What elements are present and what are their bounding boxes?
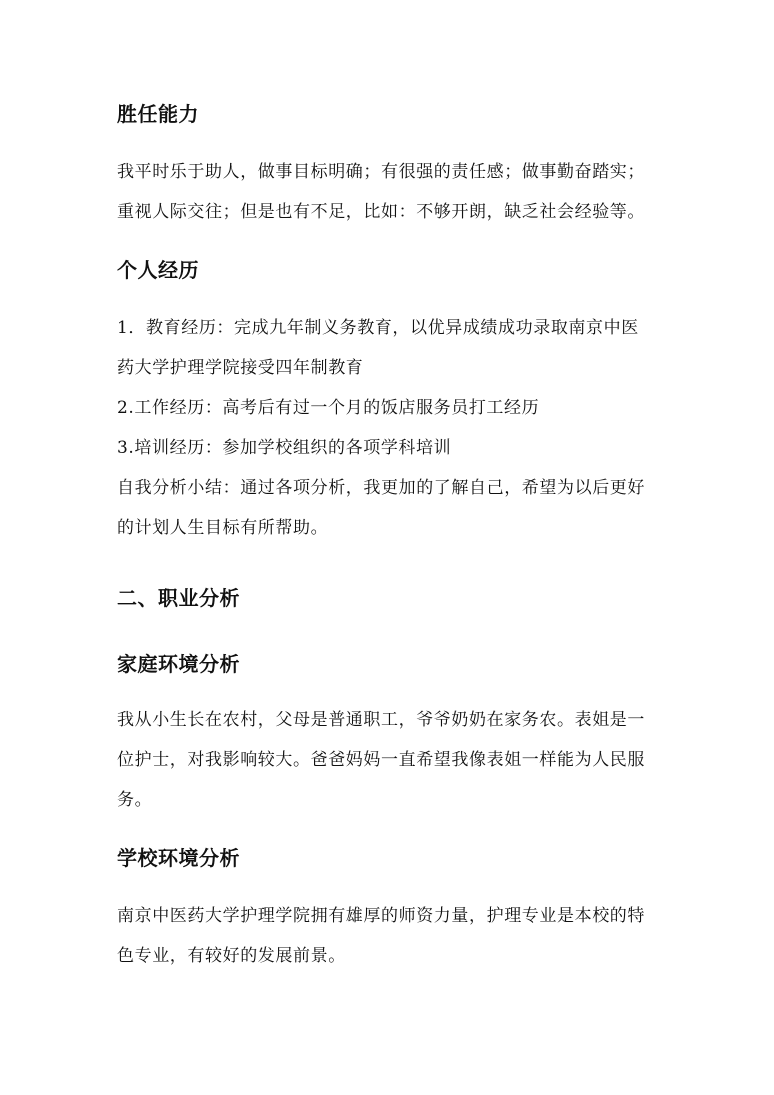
paragraph-line: 务。 bbox=[117, 790, 153, 810]
section-heading-family: 家庭环境分析 bbox=[117, 652, 240, 676]
paragraph-line: 我从小生长在农村，父母是普通职工，爷爷奶奶在家务农。表姐是一 bbox=[117, 710, 645, 730]
paragraph-line: 1．教育经历：完成九年制义务教育，以优异成绩成功录取南京中医 bbox=[117, 318, 639, 338]
section-heading-experience: 个人经历 bbox=[117, 258, 199, 282]
paragraph-line: 自我分析小结：通过各项分析，我更加的了解自己，希望为以后更好 bbox=[117, 478, 645, 498]
paragraph-line: 重视人际交往；但是也有不足，比如：不够开朗，缺乏社会经验等。 bbox=[117, 202, 645, 222]
section-heading-career: 二、职业分析 bbox=[117, 586, 240, 610]
paragraph-line: 位护士，对我影响较大。爸爸妈妈一直希望我像表姐一样能为人民服 bbox=[117, 750, 645, 770]
paragraph-line: 2.工作经历：高考后有过一个月的饭店服务员打工经历 bbox=[117, 398, 540, 418]
paragraph-line: 南京中医药大学护理学院拥有雄厚的师资力量，护理专业是本校的特 bbox=[117, 906, 645, 926]
section-heading-competence: 胜任能力 bbox=[117, 102, 199, 126]
paragraph-line: 的计划人生目标有所帮助。 bbox=[117, 518, 329, 538]
section-heading-school: 学校环境分析 bbox=[117, 846, 240, 870]
paragraph-line: 色专业，有较好的发展前景。 bbox=[117, 946, 346, 966]
paragraph-line: 药大学护理学院接受四年制教育 bbox=[117, 358, 364, 378]
paragraph-line: 我平时乐于助人，做事目标明确；有很强的责任感；做事勤奋踏实； bbox=[117, 162, 645, 182]
paragraph-line: 3.培训经历：参加学校组织的各项学科培训 bbox=[117, 438, 452, 458]
